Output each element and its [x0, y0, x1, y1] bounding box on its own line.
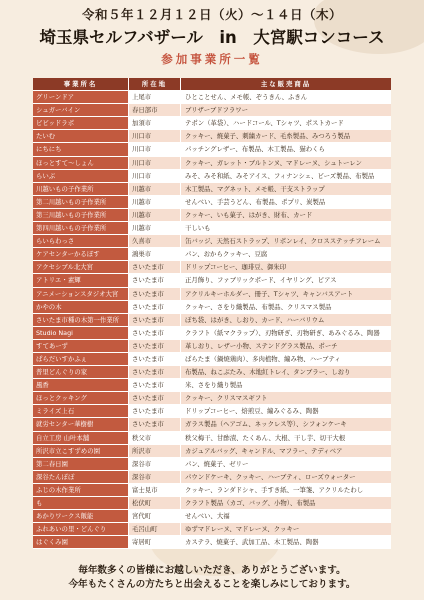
cell-business-name: にちにち: [33, 143, 129, 155]
cell-location: さいたま市: [129, 405, 181, 417]
cell-products: せんべい、手芸うどん、布製品、ポプリ、炭製品: [181, 196, 391, 208]
cell-location: 川越市: [129, 183, 181, 195]
cell-business-name: アクセシブル北大宮: [33, 261, 129, 273]
cell-products: テポン（革袋）、ハードコール、Tシャツ、ポストカード: [181, 117, 391, 129]
cell-products: 木工製品、マグネット、メモ帳、干支ストラップ: [181, 183, 391, 195]
cell-location: 川口市: [129, 130, 181, 142]
table-row: [33, 484, 391, 497]
cell-products: クッキー、さをり織製品、布製品、クリスマス製品: [181, 301, 391, 313]
table-row: [33, 353, 391, 366]
cell-location: 上尾市: [129, 91, 181, 103]
cell-business-name: ふれあいの里・どんぐり: [33, 523, 129, 535]
cell-business-name: 所沢市立こすずめの園: [33, 445, 129, 457]
cell-location: 秩父市: [129, 432, 181, 444]
table-row: [33, 248, 391, 261]
cell-location: 川口市: [129, 170, 181, 182]
cell-products: 干しいも: [181, 222, 391, 234]
cell-location: 松伏町: [129, 497, 181, 509]
cell-location: さいたま市: [129, 340, 181, 352]
column-header-products: 主な販売商品: [181, 78, 391, 90]
table-row: [33, 418, 391, 431]
cell-business-name: ふじの木作業所: [33, 484, 129, 496]
table-row: [33, 117, 391, 130]
footer-message: [0, 564, 424, 592]
cell-business-name: 普里どんぐりの家: [33, 366, 129, 378]
cell-business-name: 深谷たんぽぽ: [33, 471, 129, 483]
table-row: [33, 510, 391, 523]
cell-business-name: シュガーバイン: [33, 104, 129, 116]
cell-business-name: 第二川越いもの子作業所: [33, 196, 129, 208]
column-header-location: 所在地: [129, 78, 181, 90]
cell-business-name: ぱらだいすかふぇ: [33, 353, 129, 365]
cell-products: クラフト（紙マクラップ）、刃物研ぎ、刃物研ぎ、あみぐるみ、陶器: [181, 327, 391, 339]
footer-line-1: 毎年数多くの皆様にお越しいただき、ありがとうございます。: [78, 565, 346, 576]
cell-products: アクリルキーホルダー、冊子、Tシャツ、キャンバスアート: [181, 288, 391, 300]
participants-table: [33, 78, 391, 549]
column-header-name: 事業所名: [33, 78, 129, 90]
cell-location: 川越市: [129, 209, 181, 221]
cell-products: せんべい、大福: [181, 510, 391, 522]
cell-business-name: アトリエ・素輝: [33, 274, 129, 286]
flyer-header: [0, 6, 424, 67]
cell-products: ブリザーブドフラワー: [181, 104, 391, 116]
table-row: [33, 523, 391, 536]
cell-products: みそ、みそ和紙、みそアイス、フィナンシェ、ビーズ製品、布製品: [181, 170, 391, 182]
cell-business-name: Studio Nagi: [33, 327, 129, 339]
cell-location: さいたま市: [129, 392, 181, 404]
cell-business-name: も: [33, 497, 129, 509]
cell-products: ドリップコーヒー、焙煎豆、編みぐるみ、陶器: [181, 405, 391, 417]
cell-business-name: ほっとすて～しょん: [33, 157, 129, 169]
table-row: [33, 458, 391, 471]
cell-business-name: アニメーションスタジオ大宮: [33, 288, 129, 300]
table-row: [33, 170, 391, 183]
cell-business-name: 川越いもの子作業所: [33, 183, 129, 195]
cell-location: さいたま市: [129, 418, 181, 430]
table-row: [33, 196, 391, 209]
event-title: 埼玉県セルフバザール in 大宮駅コンコース: [39, 28, 385, 47]
cell-location: 加須市: [129, 117, 181, 129]
table-row: [33, 497, 391, 510]
cell-location: 久喜市: [129, 235, 181, 247]
table-row: [33, 261, 391, 274]
cell-products: 布製品、ねこぶたみ、木地紅トレイ、タンブラー、しおり: [181, 366, 391, 378]
cell-location: 川越市: [129, 196, 181, 208]
cell-location: 寄居町: [129, 536, 181, 548]
cell-location: さいたま市: [129, 288, 181, 300]
table-row: [33, 288, 391, 301]
cell-location: 深谷市: [129, 458, 181, 470]
cell-location: 川口市: [129, 143, 181, 155]
table-row: [33, 235, 391, 248]
table-row: [33, 209, 391, 222]
cell-business-name: 第四川越いもの子作業所: [33, 222, 129, 234]
cell-products: 革しおり、レザー小物、ステンドグラス製品、ポーチ: [181, 340, 391, 352]
cell-products: パン、焼菓子、ゼリー: [181, 458, 391, 470]
cell-business-name: はぐくみ園: [33, 536, 129, 548]
cell-products: ガラス製品（ヘアゴム、ネックレス等）、シフォンケーキ: [181, 418, 391, 430]
table-row: [33, 366, 391, 379]
cell-products: パン、おからクッキー、豆腐: [181, 248, 391, 260]
cell-location: さいたま市: [129, 327, 181, 339]
cell-products: クッキー、ランダドシャ、手すき紙、一筆箋、アクリルたわし: [181, 484, 391, 496]
cell-business-name: 第三川越いもの子作業所: [33, 209, 129, 221]
cell-business-name: ビビッドラボ: [33, 117, 129, 129]
participants-subtitle: 参加事業所一覧: [161, 52, 263, 66]
cell-location: 川越市: [129, 222, 181, 234]
cell-business-name: さいたま市種の木第一作業所: [33, 314, 129, 326]
table-row: [33, 183, 391, 196]
cell-location: さいたま市: [129, 366, 181, 378]
cell-location: 富士見市: [129, 484, 181, 496]
cell-products: クッキー、クリスマスギフト: [181, 392, 391, 404]
table-row: [33, 314, 391, 327]
cell-location: さいたま市: [129, 353, 181, 365]
table-row: [33, 405, 391, 418]
cell-location: 宮代町: [129, 510, 181, 522]
event-date: 令和５年１２月１２日（火）～１４日（木）: [81, 7, 342, 22]
cell-location: さいたま市: [129, 301, 181, 313]
cell-location: さいたま市: [129, 314, 181, 326]
table-row: [33, 445, 391, 458]
footer-line-2: 今年もたくさんの方たちと出会えることを楽しみにしております。: [68, 579, 356, 590]
table-row: [33, 301, 391, 314]
table-row: [33, 157, 391, 170]
cell-products: ぽち袋、はがき、しおり、カード、ハーバリウム: [181, 314, 391, 326]
cell-products: パウンドケーキ、クッキー、ハーブティ、ローズウォーター: [181, 471, 391, 483]
table-row: [33, 130, 391, 143]
cell-products: クッキー、いも菓子、はがき、財布、カード: [181, 209, 391, 221]
cell-products: クラフト製品（カゴ、バッグ、小物）、布製品: [181, 497, 391, 509]
cell-business-name: 自立工房 山叶本舗: [33, 432, 129, 444]
cell-location: さいたま市: [129, 274, 181, 286]
table-row: [33, 471, 391, 484]
table-row: [33, 379, 391, 392]
cell-products: ひとことせん、メモ帳、ぞうきん、ふきん: [181, 91, 391, 103]
cell-location: 春日部市: [129, 104, 181, 116]
cell-location: 川口市: [129, 157, 181, 169]
cell-business-name: ケアセンターかるぼす: [33, 248, 129, 260]
cell-business-name: 風香: [33, 379, 129, 391]
table-row: [33, 392, 391, 405]
cell-business-name: らいらわっさ: [33, 235, 129, 247]
table-body: [33, 91, 391, 549]
cell-location: 所沢市: [129, 445, 181, 457]
cell-products: 缶バッジ、天然石ストラップ、リボンレイ、クロスステッチフレーム: [181, 235, 391, 247]
cell-business-name: かやの木: [33, 301, 129, 313]
cell-products: クッキー、焼菓子、刺繍カード、毛糸製品、みつろう製品: [181, 130, 391, 142]
cell-products: ぱらたま（鍋焼鶏肉）、多肉植物、編み物、ハーブティ: [181, 353, 391, 365]
table-row: [33, 222, 391, 235]
cell-products: カジュアルバッグ、キャンドル、マフラー、テディベア: [181, 445, 391, 457]
cell-products: 米、さをり織り製品: [181, 379, 391, 391]
cell-products: ドリップコーヒー、珈琲豆、御朱印: [181, 261, 391, 273]
cell-business-name: すてあーず: [33, 340, 129, 352]
table-row: [33, 104, 391, 117]
cell-business-name: 就労センター華樹樹: [33, 418, 129, 430]
cell-products: ゆずマドレーヌ、マドレーヌ、クッキー: [181, 523, 391, 535]
cell-business-name: あかりワークス飯能: [33, 510, 129, 522]
cell-location: 毛呂山町: [129, 523, 181, 535]
table-header-row: [33, 78, 391, 91]
table-row: [33, 143, 391, 156]
table-row: [33, 274, 391, 287]
cell-products: 正月飾り、ファブリックボード、イヤリング、ピアス: [181, 274, 391, 286]
table-row: [33, 432, 391, 445]
cell-location: さいたま市: [129, 379, 181, 391]
table-row: [33, 327, 391, 340]
cell-business-name: らいぶ: [33, 170, 129, 182]
cell-products: カステラ、焼菓子、武加工品、木工製品、陶器: [181, 536, 391, 548]
cell-products: クッキー、ガレット・ブルトンヌ、マドレーヌ、シュトーレン: [181, 157, 391, 169]
cell-products: パッチングレザー、布製品、木工製品、猫わくら: [181, 143, 391, 155]
cell-location: 深谷市: [129, 471, 181, 483]
table-row: [33, 536, 391, 549]
cell-location: さいたま市: [129, 261, 181, 273]
cell-business-name: 第二春日園: [33, 458, 129, 470]
cell-business-name: グリーンドア: [33, 91, 129, 103]
cell-products: 秩父梅干、甘酢漬、たくあん、大根、干し芋、切干大根: [181, 432, 391, 444]
cell-location: 鴻巣市: [129, 248, 181, 260]
table-row: [33, 91, 391, 104]
cell-business-name: ほっとクッキング: [33, 392, 129, 404]
cell-business-name: ミライズ上石: [33, 405, 129, 417]
table-row: [33, 340, 391, 353]
cell-business-name: たいむ: [33, 130, 129, 142]
